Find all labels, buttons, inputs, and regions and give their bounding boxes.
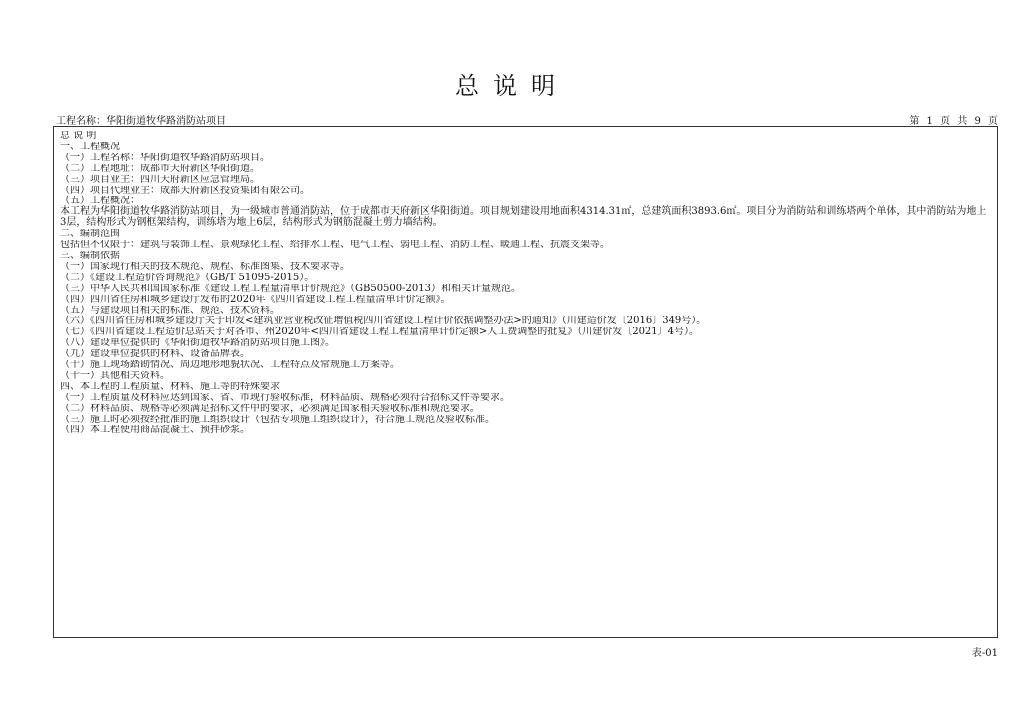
text-line: （七）《四川省建设工程造价总站关于对各市、州2020年<四川省建设工程工程量清单计价定额>人工费调整的批复》（川建价发〔2021〕4号）。: [60, 327, 700, 338]
paragraph: 本工程为华阳街道牧华路消防站项目，为一级城市普通消防站，位于成都市天府新区华阳街道。项目规划建设用地面积4314.31㎡，总建筑面积3893.6㎡。项目分为消防站和训练塔两个单体，其中消防站为地上3层，结构形式为钢框架结构，训练塔为地上6层，结构形式为钢筋混凝土剪力墙结构。: [60, 206, 987, 229]
section-heading: 一、工程概况: [60, 141, 120, 152]
project-name: 工程名称：华阳街道牧华路消防站项目: [56, 116, 226, 127]
text-line: （十）施工现场踏勘情况、周边地形地貌状况、工程特点及常规施工方案等。: [60, 360, 400, 371]
content-body: [60, 131, 991, 436]
text-line: （八）建设单位提供的《华阳街道牧华路消防站项目施工图》。: [60, 338, 335, 349]
text-line: （一）国家现行相关的技术规范、规程、标准图集、技术要求等。: [60, 261, 350, 272]
text-line: （二）《建设工程造价咨询规范》（GB/T 51095-2015）。: [60, 272, 315, 283]
text-line: （一）工程质量及材料应达到国家、省、市现行验收标准，材料品质、规格必须符合招标文件等要求。: [60, 392, 510, 403]
text-line: （三）中华人民共和国国家标准《建设工程工程量清单计价规范》（GB50500-2013）和相关计量规范。: [60, 283, 521, 294]
text-line: （五）与建设项目相关的标准、规范、技术资料。: [60, 305, 280, 316]
text-line: （四）四川省住房和城乡建设厅发布的2020年《四川省建设工程工程量清单计价定额》。: [60, 294, 451, 305]
text-line: 包括但不仅限于：建筑与装饰工程、景观绿化工程、给排水工程、电气工程、弱电工程、消防工程、暖通工程、抗震支架等。: [60, 240, 610, 251]
text-line: （六）《四川省住房和城乡建设厅关于印发<建筑业营业税改征增值税四川省建设工程计价依据调整办法>的通知》（川建造价发〔2016〕349号）。: [60, 316, 707, 327]
text-line: （三）项目业主：四川天府新区应急管理局。: [60, 174, 260, 185]
text-line: （四）项目代理业主：成都天府新区投资集团有限公司。: [60, 185, 310, 196]
text-line: （九）建设单位提供的材料、设备品牌表。: [60, 349, 250, 360]
page-info: 第 1 页 共 9 页: [909, 116, 998, 127]
content-frame: [53, 126, 998, 638]
text-line: （三）施工时必须按经批准的施工组织设计（包括专项施工组织设计），符合施工规范及验收标准。: [60, 414, 495, 425]
text-line: （二）材料品质、规格等必须满足招标文件中的要求，必须满足国家相关验收标准和规范要求。: [60, 403, 480, 414]
section-heading: 二、编制范围: [60, 229, 120, 240]
text-line: （五）工程概况：: [60, 196, 140, 207]
page-title: 总说明: [455, 72, 569, 100]
section-heading: 总 说 明: [60, 131, 97, 141]
text-line: （二）工程地址：成都市天府新区华阳街道。: [60, 163, 260, 174]
text-line: （一）工程名称：华阳街道牧华路消防站项目。: [60, 152, 270, 163]
section-heading: 四、本工程的工程质量、材料、施工等的特殊要求: [60, 381, 280, 392]
text-line: （四）本工程使用商品混凝土、预拌砂浆。: [60, 425, 250, 436]
table-code: 表-01: [971, 648, 998, 659]
section-heading: 三、编制依据: [60, 250, 120, 261]
text-line: （十一）其他相关资料。: [60, 370, 170, 381]
